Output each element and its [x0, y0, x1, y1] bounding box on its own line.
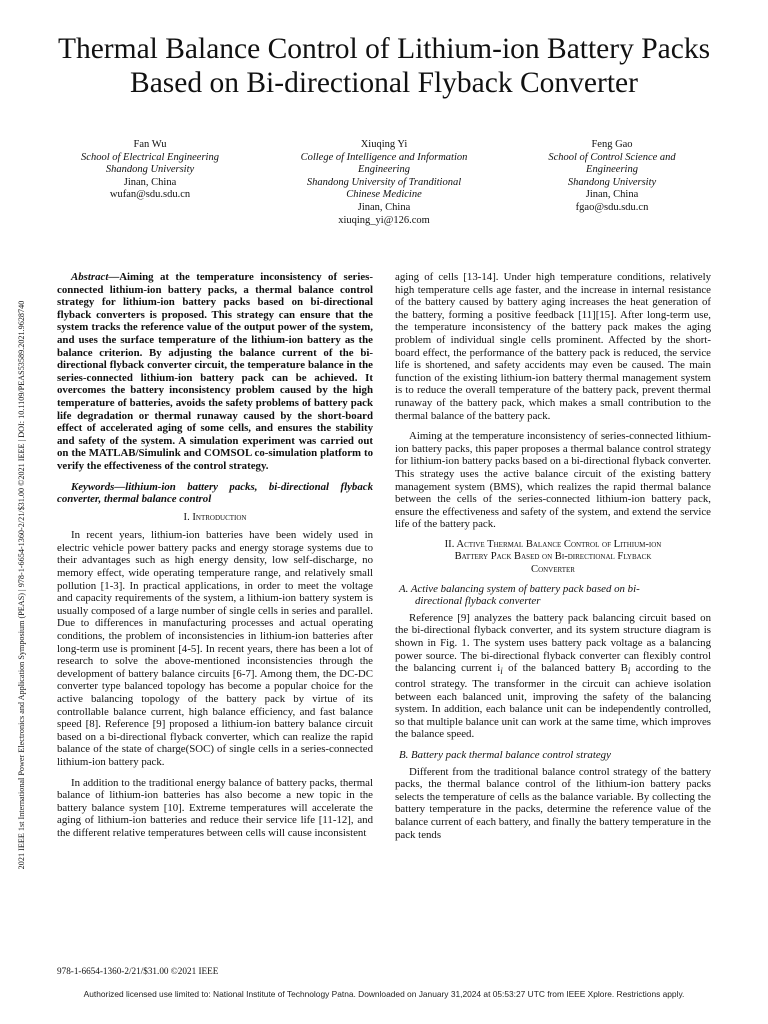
keywords-label: Keywords — [71, 480, 115, 493]
section-heading-introduction: I. Introduction — [183, 511, 247, 523]
author-affiliation: College of Intelligence and Information — [300, 151, 468, 163]
author-name: Fan Wu — [133, 139, 167, 150]
author-email: xiuqing_yi@126.com — [338, 214, 430, 226]
author-name: Feng Gao — [591, 139, 633, 150]
author-affiliation: Shandong University — [105, 164, 195, 176]
author-affiliation: School of Control Science and — [548, 151, 676, 163]
author-location: Jinan, China — [123, 176, 177, 188]
keywords — [57, 481, 373, 506]
side-citation-note: 2021 IEEE 1st International Power Electronics and Application Symposium (PEAS) | 978-1-6654-1360-2/21/$31.00 ©2021 IEEE | DOI: 10.1109/PEAS53589.2021.9628740 — [17, 300, 26, 870]
intro-paragraph-2: In addition to the traditional energy balance of battery packs, thermal balance of lithium-ion batteries has also become a new topic in the battery balance system [10]. Extreme temperatures will accelerate the aging of lithium-ion batteries and reduce their service life [11-12], and the different relative temperatures between cells will cause inconsistent — [57, 776, 373, 839]
right-paragraph-1: aging of cells [13-14]. Under high temperature conditions, relatively high temperature cells age faster, and the increase in internal resistance of the battery caused by battery aging increases the heat generation of the battery, forming a positive feedback [11][15]. After long-term use, the temperature inconsistency of the battery pack makes the aging problem of individual single cells prominent. Affected by the short-board effect, the performance of the battery pack is reduced, the service life is shortened, and safety accidents may even be caused. The main function of the existing lithium-ion battery thermal management system is to reduce the overall temperature of the battery pack, prevent thermal runaway of the battery pack, which makes a small contribution to the thermal balance of the battery pack. — [395, 271, 711, 422]
left-column — [57, 271, 373, 848]
author-email: fgao@sdu.sdu.cn — [575, 201, 649, 213]
abstract — [57, 271, 373, 473]
subsection-heading-b: B. Battery pack thermal balance control strategy — [399, 748, 611, 761]
paper-title: Thermal Balance Control of Lithium-ion Battery Packs Based on Bi-directional Flyback Converter — [57, 33, 711, 99]
author-affiliation: Shandong University of Tranditional — [306, 176, 462, 188]
author-affiliation: Engineering — [358, 164, 410, 176]
section-heading-line: II. Active Thermal Balance Control of Lithium-ion — [444, 538, 662, 550]
right-column — [395, 271, 711, 849]
section-heading-line: Battery Pack Based on Bi-directional Flyback — [454, 551, 652, 563]
section-heading-line: Converter — [531, 564, 575, 576]
author-affiliation: School of Electrical Engineering — [81, 151, 219, 163]
author-block-1 — [60, 139, 240, 202]
author-email: wufan@sdu.sdu.cn — [109, 189, 191, 201]
author-affiliation: Shandong University — [567, 176, 657, 188]
paragraph-text: of the balanced battery B — [502, 662, 628, 675]
author-block-2 — [280, 139, 488, 227]
paragraph-text: according to the control strategy. The transformer in the circuit can achieve isolation between each balanced unit, improving the safety of the balancing system. In addition, each balance unit can be independently controlled, so that multiple balance unit can work at the same time, which improves the balance speed. — [395, 662, 711, 741]
paragraph-text: Reference [9] analyzes the battery pack balancing circuit based on the bi-directional flyback converter, and its system structure diagram is shown in Fig. 1. The system uses battery pack voltage as a balancing power source. The bi-directional flyback converter can flexibly control the balancing current i — [395, 611, 711, 675]
footer-license: Authorized licensed use limited to: National Institute of Technology Patna. Downloaded on January 31,2024 at 05:53:27 UTC from IEEE Xplore. Restrictions apply. — [83, 989, 685, 999]
author-affiliation: Chinese Medicine — [346, 189, 422, 201]
abstract-text: —Aiming at the temperature inconsistency of series-connected lithium-ion battery packs, a thermal balance control strategy for lithium-ion battery packs based on bi-directional flyback converters is proposed. This strategy can ensure that the system tracks the reference value of the output power of the system, and uses the surface temperature of the lithium-ion battery as the balance criterion. By adjusting the balance current of the bi-directional flyback converter circuit, the temperature balance in the series-connected lithium-ion battery pack can be achieved. It overcomes the battery inconsistency problem caused by the high temperature of batteries, avoids the safety problems of battery pack life degradation or thermal runaway caused by the short-board effect of accelerated aging of some cells, and ensures the stability and safety of the system. A simulation experiment was carried out on the MATLAB/Simulink and COMSOL co-simulation platform to verify the effectiveness of the control strategy. — [57, 271, 373, 472]
author-affiliation: Engineering — [586, 164, 638, 176]
section-heading-2 — [395, 539, 711, 577]
right-paragraph-2: Aiming at the temperature inconsistency of series-connected lithium-ion battery packs, this paper proposes a thermal balance control strategy for lithium-ion battery packs based on a bi-directional flyback converter. This strategy uses the active balance circuit of the existing battery management system (BMS), which realizes the rapid thermal balance between the cells of the series-connected lithium-ion battery pack, ensure the effectiveness and safety of the system, and extend the service life of the battery pack. — [395, 430, 711, 531]
author-block-3 — [528, 139, 696, 215]
abstract-label: Abstract — [71, 271, 109, 283]
subsection-b-paragraph: Different from the traditional balance control strategy of the battery packs, the thermal balance control of the lithium-ion battery packs selects the temperature of cells as the balance variable. By collecting the battery temperature in the packs, determine the reference value of the balance current of each battery, and finally the battery temperature in the pack tends — [395, 765, 711, 841]
subsection-heading-a — [395, 583, 711, 608]
footer-copyright: 978-1-6654-1360-2/21/$31.00 ©2021 IEEE — [57, 966, 219, 976]
subsection-a-paragraph — [395, 612, 711, 741]
author-location: Jinan, China — [357, 201, 411, 213]
subscript: i — [500, 666, 503, 677]
author-name: Xiuqing Yi — [360, 139, 408, 150]
subsection-heading-line: directional flyback converter — [415, 595, 541, 608]
author-location: Jinan, China — [585, 189, 639, 201]
intro-paragraph-1: In recent years, lithium-ion batteries have been widely used in electric vehicle power battery packs and energy storage systems due to their advantages such as high energy density, low self-discharge, no memory effect, wide operating temperature range, and relatively small pollution [1-3]. In practical applications, in order to meet the voltage and capacity requirements of the system, a lithium-ion battery system is usually composed of a large number of single cells in series and parallel. Due to differences in manufacturing processes and actual operating conditions, the problem of inconsistencies in lithium-ion batteries after long-term use is prominent [4-5]. In recent years, there has been a lot of research to solve the above-mentioned inconsistencies through the development of battery balance circuits [6-7]. Among them, the DC-DC converter type balanced topology has become a popular choice for the active balancing topology of the battery pack by virtue of its controllable balance current, high balance efficiency, and fast balance speed [8]. Reference [9] proposed a lithium-ion battery balance circuit based on a bi-directional flyback converter, which can realize the rapid balance of the state of charge(SOC) of single cells in a series-connected lithium-ion battery pack. — [57, 529, 373, 768]
keywords-text: —lithium-ion battery packs, bi-directional flyback converter, thermal balance control — [57, 480, 373, 506]
subscript: i — [627, 666, 631, 677]
subsection-heading-line: A. Active balancing system of battery pack based on bi- — [399, 582, 640, 595]
